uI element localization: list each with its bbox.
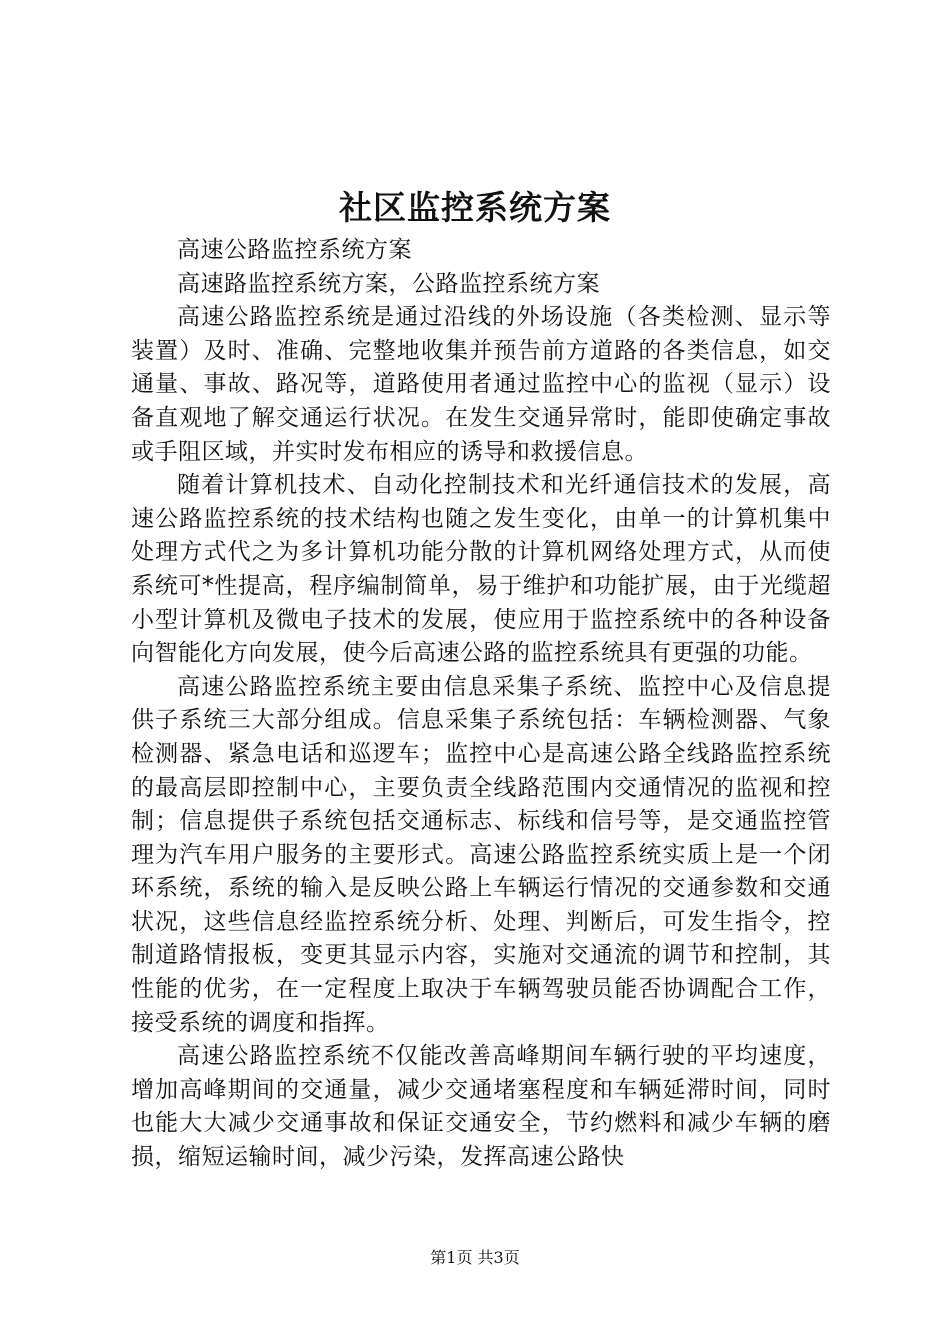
- document-body: [131, 234, 831, 1175]
- paragraph: 高速公路监控系统主要由信息采集子系统、监控中心及信息提供子系统三大部分组成。信息采集子系统包括：车辆检测器、气象检测器、紧急电话和巡逻车；监控中心是高速公路全线路监控系统的最高层即控制中心，主要负责全线路范围内交通情况的监视和控制；信息提供子系统包括交通标志、标线和信号等，是交通监控管理为汽车用户服务的主要形式。高速公路监控系统实质上是一个闭环系统，系统的输入是反映公路上车辆运行情况的交通参数和交通状况，这些信息经监控系统分析、处理、判断后，可发生指令，控制道路情报板，变更其显示内容，实施对交通流的调节和控制，其性能的优劣，在一定程度上取决于车辆驾驶员能否协调配合工作，接受系统的调度和指挥。: [131, 673, 831, 1036]
- paragraph: 高速公路监控系统是通过沿线的外场设施（各类检测、显示等装置）及时、准确、完整地收集并预告前方道路的各类信息，如交通量、事故、路况等，道路使用者通过监控中心的监视（显示）设备直观地了解交通运行状况。在发生交通异常时，能即使确定事故或手阻区域，并实时发布相应的诱导和救援信息。: [131, 304, 831, 465]
- page-footer: 第1页 共3页: [430, 1248, 520, 1267]
- paragraph-subtitle: 高速公路监控系统方案: [177, 237, 412, 263]
- document-title: 社区监控系统方案: [339, 188, 611, 227]
- paragraph: 高速公路监控系统不仅能改善高峰期间车辆行驶的平均速度，增加高峰期间的交通量，减少交通堵塞程度和车辆延滞时间，同时也能大大减少交通事故和保证交通安全，节约燃料和减少车辆的磨损，缩短运输时间，减少污染，发挥高速公路快: [131, 1043, 831, 1171]
- paragraph-keywords: 高速路监控系统方案，公路监控系统方案: [177, 270, 600, 297]
- paragraph: 随着计算机技术、自动化控制技术和光纤通信技术的发展，高速公路监控系统的技术结构也随之发生变化，由单一的计算机集中处理方式代之为多计算机功能分散的计算机网络处理方式，从而使系统可*性提高，程序编制简单，易于维护和功能扩展，由于光缆超小型计算机及微电子技术的发展，使应用于监控系统中的各种设备向智能化方向发展，使今后高速公路的监控系统具有更强的功能。: [131, 472, 831, 667]
